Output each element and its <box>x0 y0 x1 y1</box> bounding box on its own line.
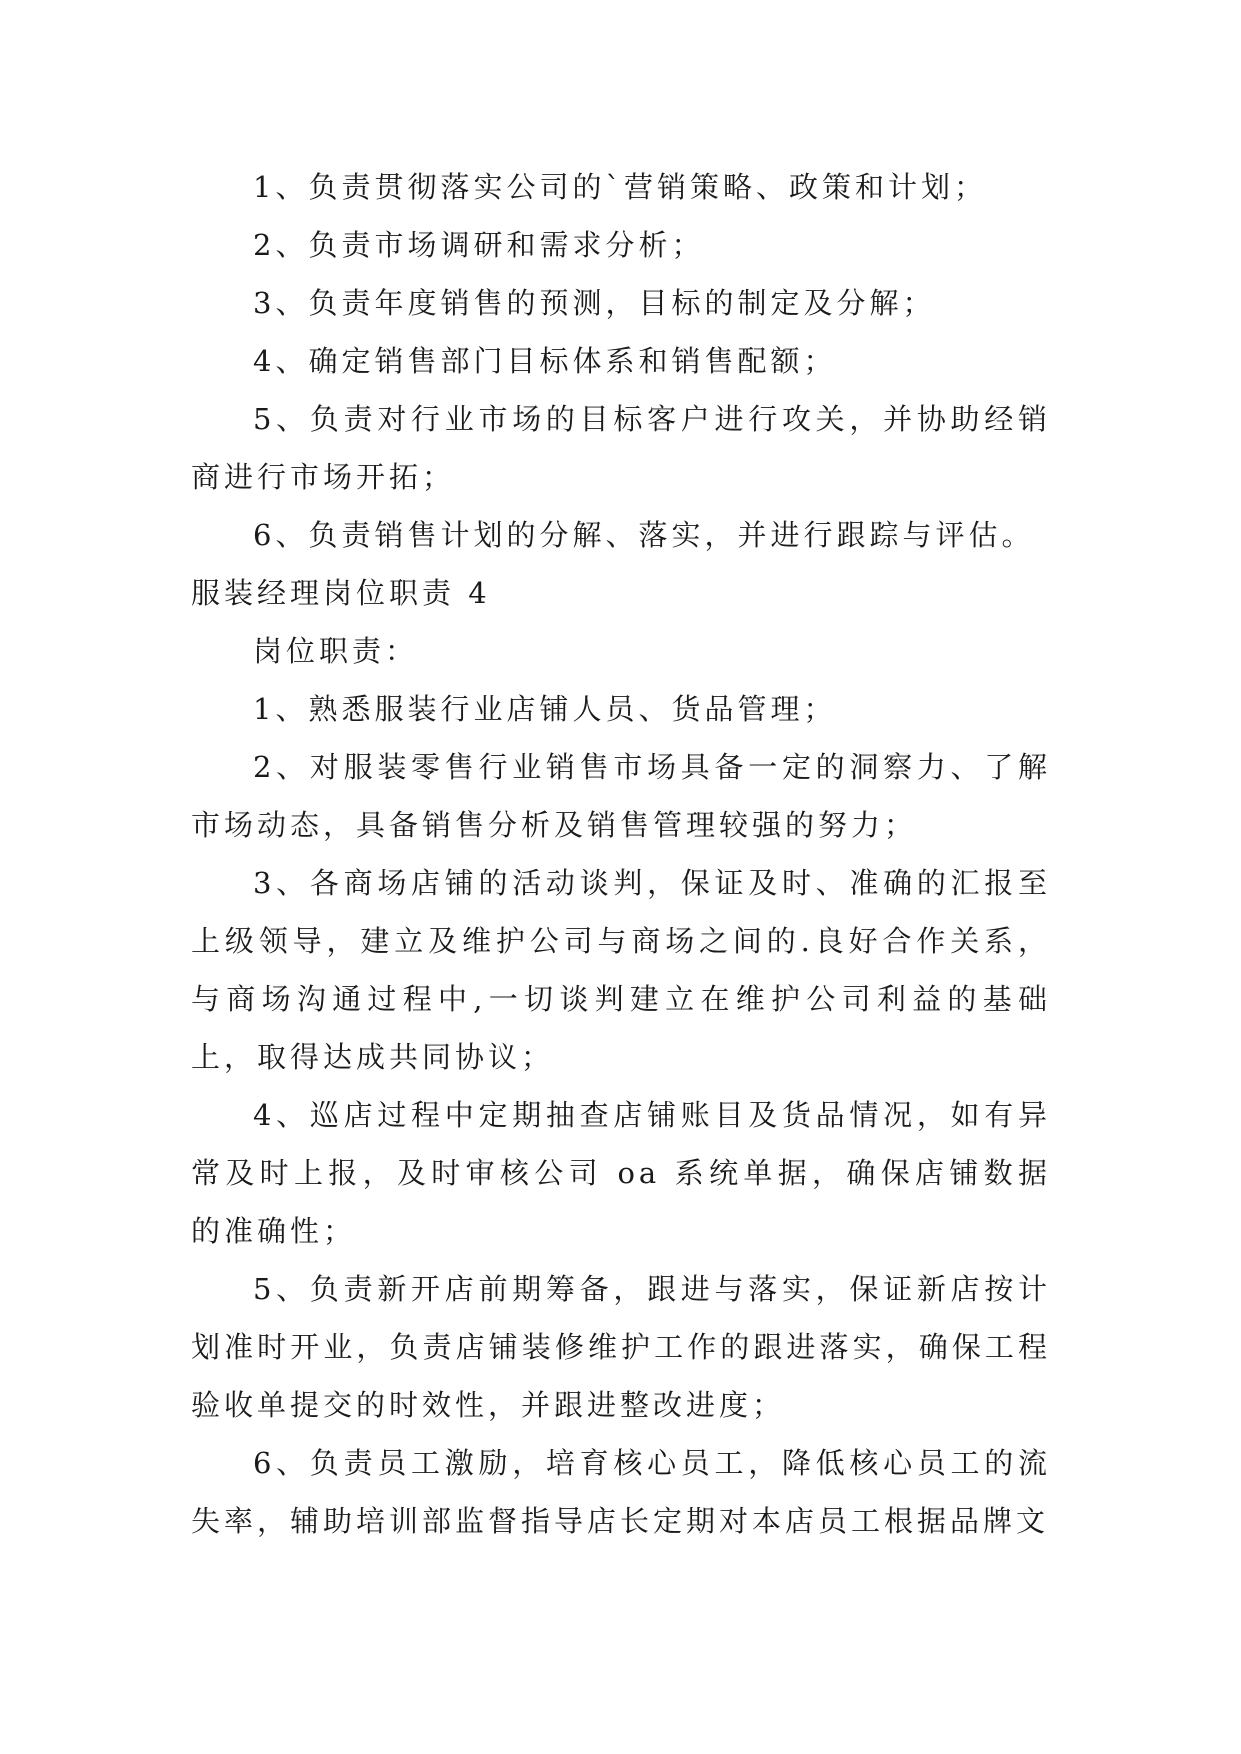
paragraph: 4、巡店过程中定期抽查店铺账目及货品情况，如有异常及时上报，及时审核公司 oa 系统单据，确保店铺数据的准确性； <box>191 1098 1051 1248</box>
paragraph: 2、对服装零售行业销售市场具备一定的洞察力、了解市场动态，具备销售分析及销售管理较强的努力； <box>191 750 1051 842</box>
paragraph: 6、负责员工激励，培育核心员工，降低核心员工的流失率，辅助培训部监督指导店长定期对本店员工根据品牌文 <box>191 1446 1051 1538</box>
paragraph: 岗位职责： <box>253 634 419 668</box>
paragraph: 6、负责销售计划的分解、落实，并进行跟踪与评估。 <box>253 518 1035 552</box>
paragraph: 1、负责贯彻落实公司的`营销策略、政策和计划； <box>253 170 987 204</box>
paragraph: 2、负责市场调研和需求分析； <box>253 228 705 262</box>
paragraph: 3、负责年度销售的预测，目标的制定及分解； <box>253 286 936 320</box>
paragraph: 5、负责新开店前期筹备，跟进与落实，保证新店按计划准时开业，负责店铺装修维护工作的跟进落实，确保工程验收单提交的时效性，并跟进整改进度； <box>191 1272 1051 1422</box>
section-heading: 服装经理岗位职责 4 <box>191 576 491 610</box>
paragraph: 4、确定销售部门目标体系和销售配额； <box>253 344 837 378</box>
document-body <box>191 158 1051 1550</box>
paragraph: 5、负责对行业市场的目标客户进行攻关，并协助经销商进行市场开拓； <box>191 402 1051 494</box>
paragraph: 1、熟悉服装行业店铺人员、货品管理； <box>253 692 837 726</box>
paragraph: 3、各商场店铺的活动谈判，保证及时、准确的汇报至上级领导，建立及维护公司与商场之间的.良好合作关系，与商场沟通过程中,一切谈判建立在维护公司利益的基础上，取得达成共同协议； <box>191 866 1051 1074</box>
